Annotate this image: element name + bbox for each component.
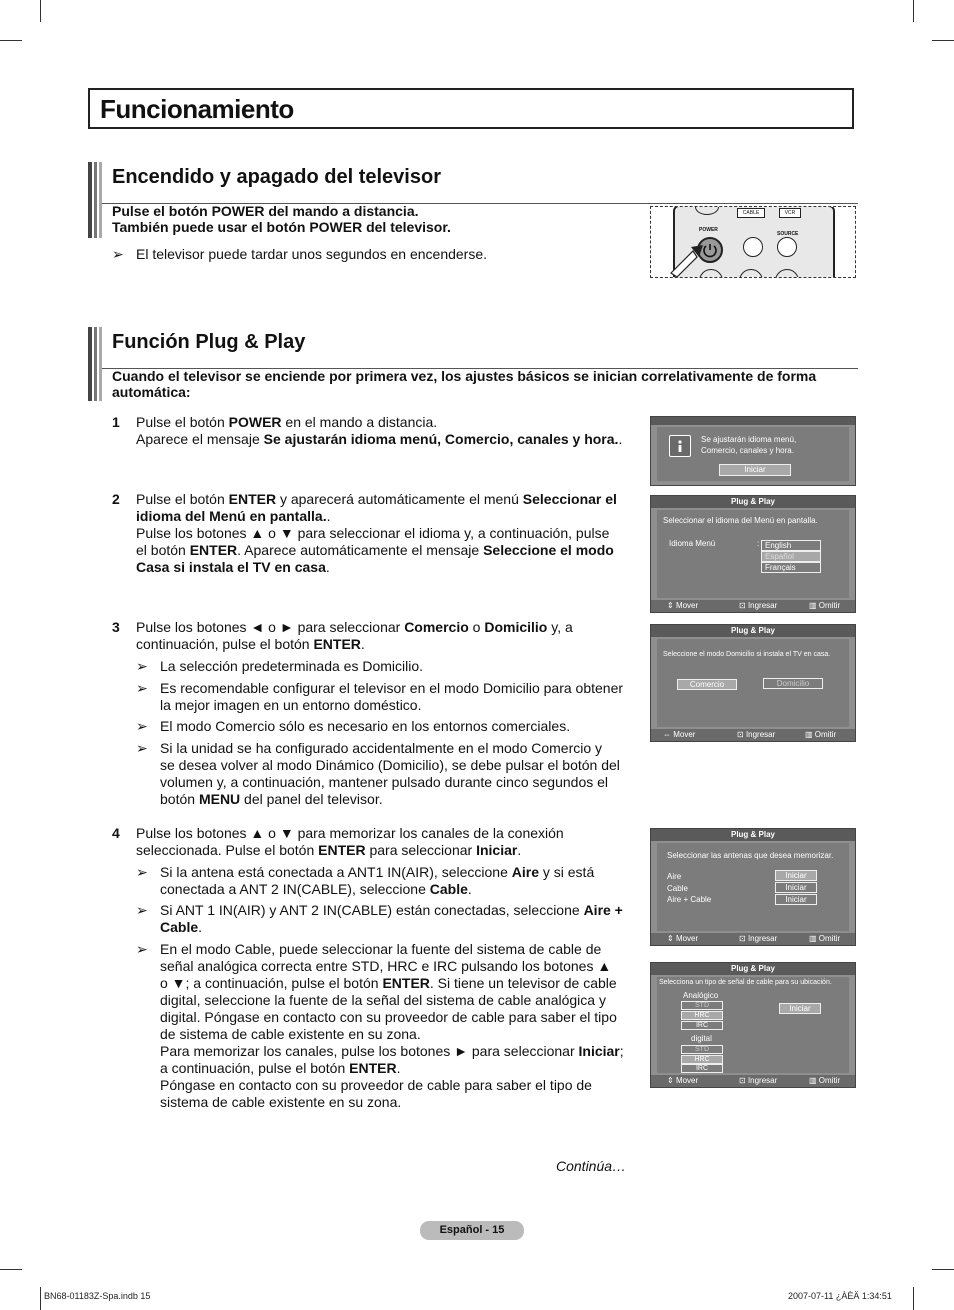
crop-mark [40, 1287, 41, 1310]
step-number: 4 [112, 825, 120, 841]
arrow-icon: ➢ [112, 246, 124, 262]
note-text: señal analógica correcta entre STD, HRC e IRC pulsando los botones ▲ [160, 958, 612, 974]
pointer-arrow-icon [669, 243, 709, 278]
digital-option-hrc[interactable]: HRC [681, 1055, 723, 1064]
move-icon: ⇕ [667, 1076, 674, 1085]
note-text: En el modo Cable, puede seleccionar la fuente del sistema de cable de [160, 941, 602, 957]
osd-message: Seleccionar el idioma del Menú en pantalla. [663, 516, 818, 525]
note-text: a continuación, pulse el botón ENTER. [160, 1060, 401, 1076]
crop-mark [913, 1287, 914, 1310]
osd-message: Seleccionar las antenas que desea memorizar. [667, 851, 834, 860]
note-text: la mejor imagen en un entorno doméstico. [160, 697, 422, 713]
osd-header: Plug & Play [730, 497, 775, 506]
start-cable-button[interactable]: Iniciar [775, 882, 817, 893]
note-text: digital. Póngase en contacto con su proveedor de cable para saber el tipo [160, 1009, 617, 1025]
arrow-icon: ➢ [136, 718, 148, 734]
enter-icon: ⊡ [737, 730, 744, 739]
power-label: POWER [699, 227, 718, 233]
analog-option-hrc[interactable]: HRC [681, 1011, 723, 1020]
note-text: conectada a ANT 2 IN(CABLE), seleccione Cable. [160, 881, 472, 897]
digital-label: digital [691, 1034, 712, 1043]
plug-play-intro: Cuando el televisor se enciende por primera vez, los ajustes básicos se inician correlativamente de forma [112, 368, 817, 384]
analog-option-irc[interactable]: IRC [681, 1021, 723, 1030]
section-bar [88, 204, 102, 238]
osd-message: Selecciona un tipo de señal de cable para su ubicación. [659, 979, 832, 986]
mode-option-comercio[interactable]: Comercio [677, 679, 737, 690]
enter-icon: ⊡ [739, 601, 746, 610]
note-text: Es recomendable configurar el televisor en el modo Domicilio para obtener [160, 680, 624, 696]
step-number: 1 [112, 414, 120, 430]
digital-option-irc[interactable]: IRC [681, 1064, 723, 1073]
cable-button-label: CABLE [737, 208, 765, 218]
start-button[interactable]: Iniciar [719, 464, 791, 476]
osd-header: Plug & Play [730, 830, 775, 839]
note-text: Para memorizar los canales, pulse los botones ► para seleccionar Iniciar; [160, 1043, 624, 1059]
antenna-label-cable: Cable [667, 884, 688, 893]
page-title-box [88, 88, 854, 129]
note-text: Si la antena está conectada a ANT1 IN(AIR), seleccione Aire y si está [160, 864, 595, 880]
start-button[interactable]: Iniciar [779, 1003, 821, 1014]
page-title: Funcionamiento [100, 94, 294, 124]
step-text: idioma del Menú en pantalla.. [136, 508, 331, 524]
note-text: botón MENU del panel del televisor. [160, 791, 383, 807]
section-title: Encendido y apagado del televisor [112, 166, 441, 188]
step-number: 3 [112, 619, 120, 635]
menu-icon: ▥ [809, 601, 817, 610]
move-icon: ⇔ [663, 730, 671, 739]
mode-option-domicilio[interactable]: Domicilio [763, 678, 823, 689]
step-text: Aparece el mensaje Se ajustarán idioma menú, Comercio, canales y hora.. [136, 431, 623, 447]
osd-header: Plug & Play [730, 626, 775, 635]
remote-illustration [650, 206, 856, 278]
power-instruction-1: Pulse el botón POWER del mando a distancia. [112, 203, 419, 219]
step-text: continuación, pulse el botón ENTER. [136, 636, 365, 652]
enter-icon: ⊡ [739, 934, 746, 943]
arrow-icon: ➢ [136, 941, 148, 957]
note-text: Si ANT 1 IN(AIR) y ANT 2 IN(CABLE) están conectadas, seleccione Aire + [160, 902, 623, 918]
move-icon: ⇕ [667, 601, 674, 610]
osd-message: Se ajustarán idioma menú, [701, 435, 797, 444]
step-text: Pulse el botón POWER en el mando a distancia. [136, 414, 438, 430]
osd-header: Plug & Play [730, 964, 775, 973]
step-text: el botón ENTER. Aparece automáticamente el mensaje Seleccione el modo [136, 542, 614, 558]
step-text: seleccionada. Pulse el botón ENTER para seleccionar Iniciar. [136, 842, 522, 858]
crop-mark [913, 0, 914, 22]
arrow-icon: ➢ [136, 680, 148, 696]
note-text: volumen y, a continuación, mantener pulsado durante cinco segundos el [160, 774, 609, 790]
arrow-icon: ➢ [136, 658, 148, 674]
section-title: Función Plug & Play [112, 331, 306, 353]
osd-screen-cable-type: Plug & Play Selecciona un tipo de señal de cable para su ubicación. Analógico STD HRC IRC digital STD HRC IRC Iniciar ⇕ Mover ⊡ Ingresar ▥ Omitir [650, 962, 856, 1088]
enter-icon: ⊡ [739, 1076, 746, 1085]
step-text: Pulse el botón ENTER y aparecerá automáticamente el menú Seleccionar el [136, 491, 617, 507]
crop-mark [932, 1269, 954, 1270]
section-bar [88, 369, 102, 401]
note-text: sistema de cable existente en su zona. [160, 1094, 402, 1110]
power-instruction-2: También puede usar el botón POWER del televisor. [112, 219, 451, 235]
step-text: Pulse los botones ◄ o ► para seleccionar Comercio o Domicilio y, a [136, 619, 573, 635]
language-option-english[interactable]: English [761, 540, 821, 551]
language-option-espanol[interactable]: Español [761, 551, 821, 562]
step-number: 2 [112, 491, 120, 507]
step-text: Pulse los botones ▲ o ▼ para memorizar los canales de la conexión [136, 825, 564, 841]
note-text: Cable. [160, 919, 203, 935]
continued-label: Continúa… [556, 1158, 627, 1174]
print-date-info: 2007-07-11 ¿ÀÈÄ 1:34:51 [788, 1291, 892, 1301]
note-text: o ▼; a continuación, pulse el botón ENTER. Si tiene un televisor de cable [160, 975, 617, 991]
osd-screen-mode: Plug & Play Seleccione el modo Domicilio si instala el TV en casa. Comercio Domicilio ⇔ Mover ⊡ Ingresar ▥ Omitir [650, 624, 856, 742]
info-icon [669, 435, 691, 457]
source-label: SOURCE [777, 231, 799, 237]
arrow-icon: ➢ [136, 740, 148, 756]
crop-mark [0, 1269, 22, 1270]
step-text: Casa si instala el TV en casa. [136, 559, 330, 575]
note-text: de sistema de cable existente en su zona. [160, 1026, 421, 1042]
analog-label: Analógico [683, 991, 719, 1000]
section-heading-plug-play [88, 327, 858, 369]
source-button-icon [777, 237, 797, 257]
note-text: La selección predeterminada es Domicilio. [160, 658, 424, 674]
osd-message: Seleccione el modo Domicilio si instala el TV en casa. [663, 651, 831, 658]
note-text: se desea volver al modo Dinámico (Domicilio), se debe pulsar el botón del [160, 757, 620, 773]
note-text: Si la unidad se ha configurado accidentalmente en el modo Comercio y [160, 740, 603, 756]
menu-language-label: Idioma Menú [669, 539, 716, 548]
analog-option-std[interactable]: STD [681, 1001, 723, 1010]
plug-play-intro: automática: [112, 384, 191, 400]
language-option-francais[interactable]: Français [761, 562, 821, 573]
osd-screen-start [650, 416, 856, 486]
antenna-label-aire-cable: Aire + Cable [667, 895, 712, 904]
menu-icon: ▥ [809, 934, 817, 943]
start-aire-cable-button[interactable]: Iniciar [775, 894, 817, 905]
print-file-info: BN68-01183Z-Spa.indb 15 [44, 1291, 151, 1301]
power-note: El televisor puede tardar unos segundos en encenderse. [136, 246, 488, 262]
crop-mark [0, 40, 22, 41]
osd-screen-language: Plug & Play Seleccionar el idioma del Menú en pantalla. Idioma Menú : English Español Français ⇕ Mover ⊡ Ingresar ▥ Omitir [650, 495, 856, 613]
osd-screen-antenna: Plug & Play Seleccionar las antenas que desea memorizar. Aire Cable Aire + Cable Iniciar Iniciar Iniciar ⇕ Mover ⊡ Ingresar ▥ Omitir [650, 828, 856, 946]
digital-option-std[interactable]: STD [681, 1045, 723, 1054]
light-icon [743, 237, 763, 257]
note-text: Póngase en contacto con su proveedor de cable para saber el tipo de [160, 1077, 592, 1093]
menu-icon: ▥ [805, 730, 813, 739]
antenna-label-aire: Aire [667, 872, 682, 881]
crop-mark [932, 40, 954, 41]
crop-mark [40, 0, 41, 22]
section-heading-power [88, 162, 858, 204]
arrow-icon: ➢ [136, 864, 148, 880]
start-aire-button[interactable]: Iniciar [775, 870, 817, 881]
move-icon: ⇕ [667, 934, 674, 943]
note-text: El modo Comercio sólo es necesario en los entornos comerciales. [160, 718, 571, 734]
page-number-badge: Español - 15 [420, 1221, 524, 1240]
note-text: digital, seleccione la fuente de la señal del sistema de cable analógica y [160, 992, 606, 1008]
arrow-icon: ➢ [136, 902, 148, 918]
osd-message: Comercio, canales y hora. [701, 446, 794, 455]
step-text: Pulse los botones ▲ o ▼ para seleccionar el idioma y, a continuación, pulse [136, 525, 610, 541]
menu-icon: ▥ [809, 1076, 817, 1085]
vcr-button-label: VCR [779, 208, 801, 218]
